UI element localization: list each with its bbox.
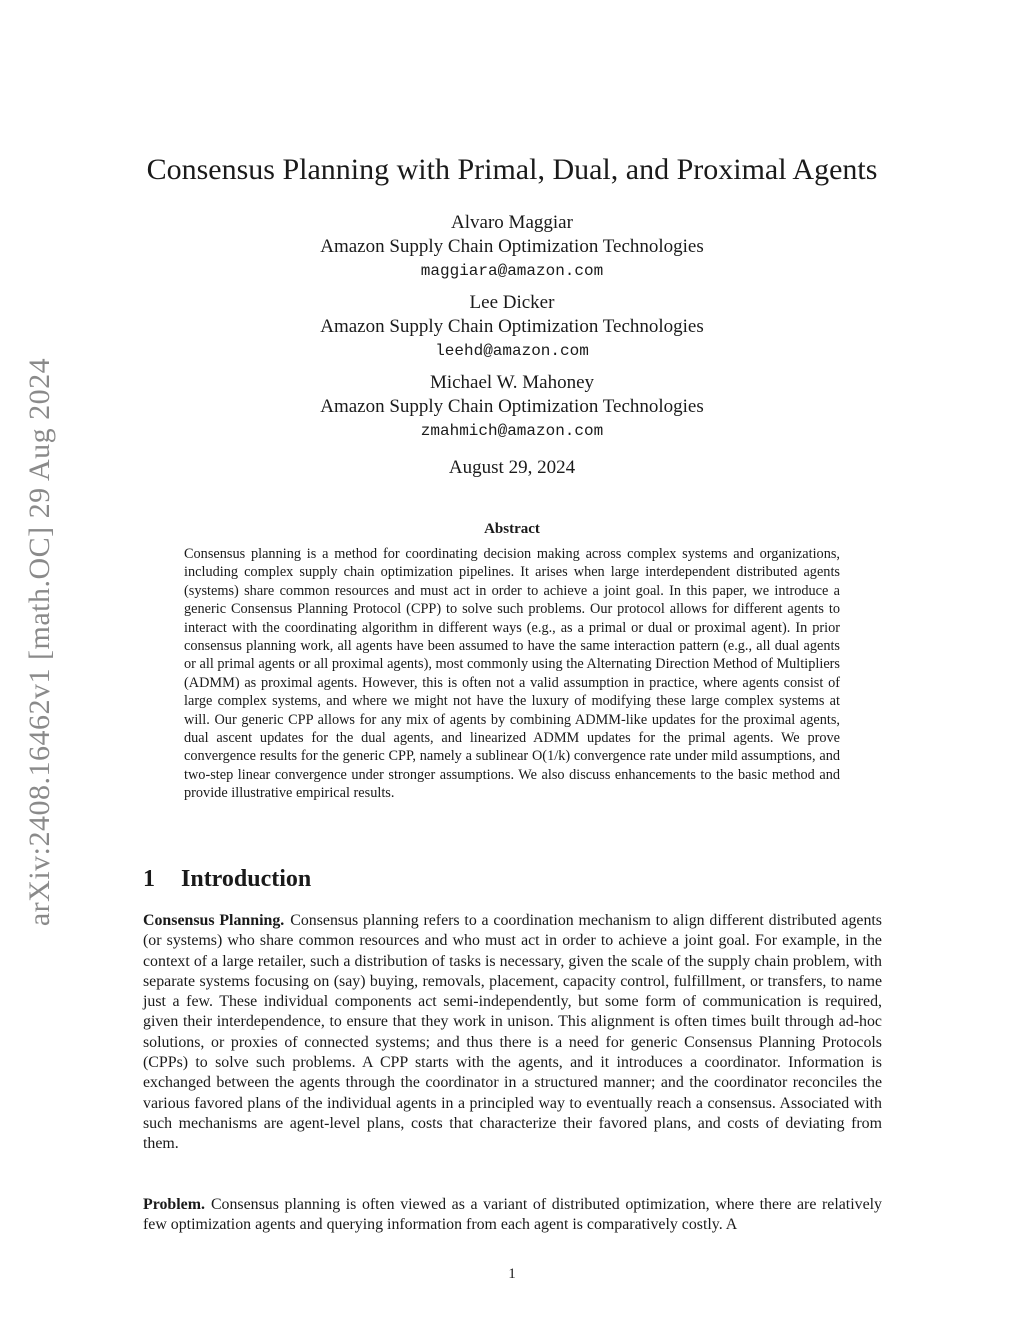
- author-name: Lee Dicker: [469, 292, 555, 313]
- author-block-2: [0, 291, 1024, 363]
- abstract-heading: Abstract: [484, 521, 540, 537]
- paragraph-text: Consensus planning is often viewed as a variant of distributed optimization, where there are relatively few optimization agents and querying information from each agent is comparatively costly. A: [143, 1196, 882, 1234]
- paragraph-lead: Problem.: [143, 1196, 205, 1213]
- abstract-text: Consensus planning is a method for coordinating decision making across complex systems and organizations, including complex supply chain optimization pipelines. It arises when large interdependent distributed agents (systems) share common resources and must act in order to achieve a joint goal. In this paper, we introduce a generic Consensus Planning Protocol (CPP) to solve such problems. Our protocol allows for different agents to interact with the coordinating algorithm in different ways (e.g., as a primal or dual or proximal agent). In prior consensus planning work, all agents have been assumed to have the same interaction pattern (e.g., all dual agents or all primal agents or all proximal agents), most commonly using the Alternating Direction Method of Multipliers (ADMM) as proximal agents. However, this is often not a valid assumption in practice, where agents consist of large complex systems, and where we might not have the luxury of modifying these large complex systems at will. Our generic CPP allows for any mix of agents by combining ADMM-like updates for the proximal agents, dual ascent updates for the dual agents, and linearized ADMM updates for the primal agents. We prove convergence results for the generic CPP, namely a sublinear O(1/k) convergence rate under mild assumptions, and two-step linear convergence under stronger assumptions. We also discuss enhancements to the basic method and provide illustrative empirical results.: [184, 546, 840, 802]
- author-name: Michael W. Mahoney: [429, 372, 595, 393]
- author-name: Alvaro Maggiar: [451, 212, 573, 233]
- author-block-3: [0, 371, 1024, 443]
- author-block-1: [0, 211, 1024, 283]
- page-number: 1: [508, 1266, 516, 1282]
- author-email[interactable]: leehd@amazon.com: [435, 342, 589, 360]
- paragraph-text: Consensus planning refers to a coordination mechanism to align different distributed agents (or systems) who share common resources and who must act in order to achieve a joint goal. For example, in the context of a large retailer, such a distribution of tasks is necessary, given the scale of the supply chain problem, with separate systems focusing on (say) buying, removals, placement, capacity control, fulfillment, or transfers, to name just a few. These individual components act semi-independently, but some form of communication is required, given their interdependence, to ensure that they work in unison. This alignment is often times built through ad-hoc solutions, or proxies of connected systems; and thus there is a need for generic Consensus Planning Protocols (CPPs) to solve such problems. A CPP starts with the agents, and it introduces a coordinator. Information is exchanged between the agents through the coordinator in a structured manner; and the coordinator reconciles the various favored plans of the individual agents in a principled way to eventually reach a consensus. Associated with such mechanisms are agent-level plans, costs that characterize their favored plans, and costs of deviating from them.: [143, 912, 882, 1153]
- paragraph-consensus-planning: [143, 911, 882, 1155]
- paper-title: Consensus Planning with Primal, Dual, and Proximal Agents: [146, 153, 878, 186]
- publication-date: August 29, 2024: [448, 457, 576, 478]
- section-number: 1: [143, 866, 155, 892]
- author-email[interactable]: zmahmich@amazon.com: [420, 422, 604, 440]
- paragraph-problem: [143, 1195, 882, 1236]
- arxiv-identifier: arXiv:2408.16462v1 [math.OC] 29 Aug 2024: [23, 357, 57, 927]
- paragraph-lead: Consensus Planning.: [143, 912, 285, 929]
- author-affiliation: Amazon Supply Chain Optimization Technologies: [320, 236, 704, 257]
- section-title: Introduction: [181, 866, 312, 892]
- section-heading: [143, 866, 311, 893]
- author-affiliation: Amazon Supply Chain Optimization Technologies: [320, 396, 704, 417]
- author-affiliation: Amazon Supply Chain Optimization Technologies: [320, 316, 704, 337]
- author-email[interactable]: maggiara@amazon.com: [420, 262, 604, 280]
